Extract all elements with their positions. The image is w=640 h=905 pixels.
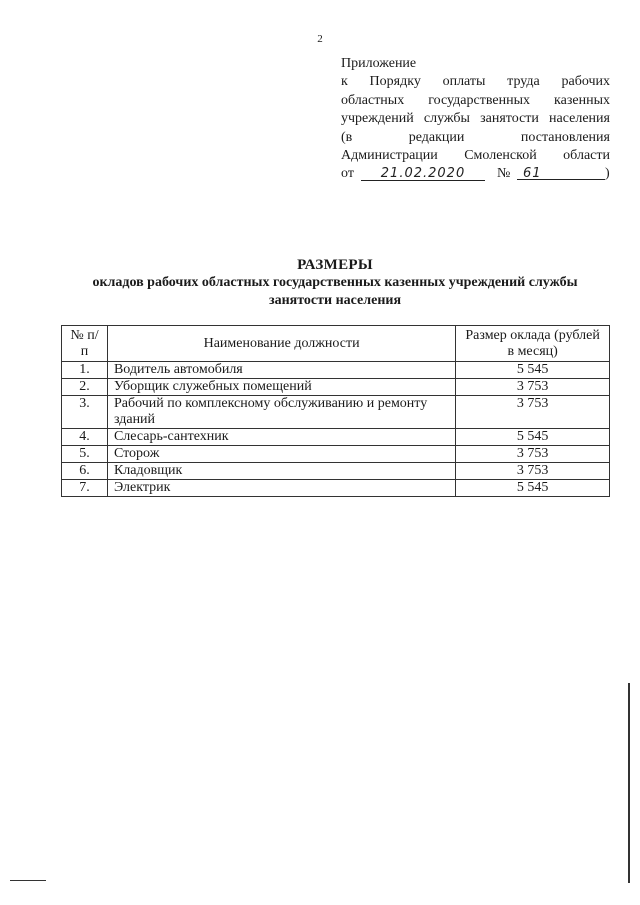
handwritten-number: 61 bbox=[523, 166, 542, 182]
table-row bbox=[62, 379, 610, 396]
row-salary: 5 545 bbox=[456, 480, 610, 497]
row-position: Электрик bbox=[107, 480, 455, 497]
row-number: 2. bbox=[62, 379, 108, 396]
header-position: Наименование должности bbox=[107, 326, 455, 362]
table-row bbox=[62, 362, 610, 379]
closing-paren: ) bbox=[605, 166, 610, 182]
row-position: Сторож bbox=[107, 446, 455, 463]
row-salary: 3 753 bbox=[456, 446, 610, 463]
row-salary: 5 545 bbox=[456, 362, 610, 379]
scan-edge-mark bbox=[10, 880, 46, 881]
row-number: 6. bbox=[62, 463, 108, 480]
table-row bbox=[62, 480, 610, 497]
row-position: Слесарь-сантехник bbox=[107, 429, 455, 446]
salary-table bbox=[61, 325, 610, 497]
number-field bbox=[517, 165, 605, 180]
appendix-line: учреждений службы занятости населения bbox=[341, 111, 610, 127]
row-position: Рабочий по комплексному обслуживанию и ремонту зданий bbox=[107, 396, 455, 429]
row-number: 1. bbox=[62, 362, 108, 379]
appendix-block bbox=[341, 55, 610, 184]
appendix-line: Администрации Смоленской области bbox=[341, 148, 610, 164]
table-row bbox=[62, 446, 610, 463]
appendix-line: Приложение bbox=[341, 56, 417, 71]
table-header-row bbox=[62, 326, 610, 362]
appendix-line: к Порядку оплаты труда рабочих bbox=[341, 74, 610, 90]
page-number: 2 bbox=[317, 33, 323, 45]
date-number-line bbox=[341, 165, 610, 184]
row-number: 7. bbox=[62, 480, 108, 497]
row-number: 4. bbox=[62, 429, 108, 446]
appendix-line: (в редакции постановления bbox=[341, 129, 610, 145]
table-row bbox=[62, 429, 610, 446]
row-salary: 3 753 bbox=[456, 379, 610, 396]
row-number: 3. bbox=[62, 396, 108, 429]
row-salary: 3 753 bbox=[456, 396, 610, 429]
row-number: 5. bbox=[62, 446, 108, 463]
row-salary: 3 753 bbox=[456, 463, 610, 480]
table-row bbox=[62, 463, 610, 480]
date-field bbox=[361, 165, 485, 181]
appendix-line: областных государственных казенных bbox=[341, 92, 610, 108]
row-position: Кладовщик bbox=[107, 463, 455, 480]
title-main: РАЗМЕРЫ bbox=[297, 257, 373, 273]
document-title bbox=[60, 256, 610, 310]
title-subtitle: окладов рабочих областных государственных казенных учреждений службы занятости населения bbox=[92, 275, 578, 308]
handwritten-date: 21.02.2020 bbox=[380, 166, 466, 182]
scan-edge-line bbox=[628, 683, 630, 883]
table-row bbox=[62, 396, 610, 429]
row-position: Водитель автомобиля bbox=[107, 362, 455, 379]
row-salary: 5 545 bbox=[456, 429, 610, 446]
number-prefix: № bbox=[497, 166, 511, 182]
header-salary: Размер оклада (рублей в месяц) bbox=[456, 326, 610, 362]
date-prefix: от bbox=[341, 166, 354, 182]
header-number: № п/п bbox=[62, 326, 108, 362]
row-position: Уборщик служебных помещений bbox=[107, 379, 455, 396]
